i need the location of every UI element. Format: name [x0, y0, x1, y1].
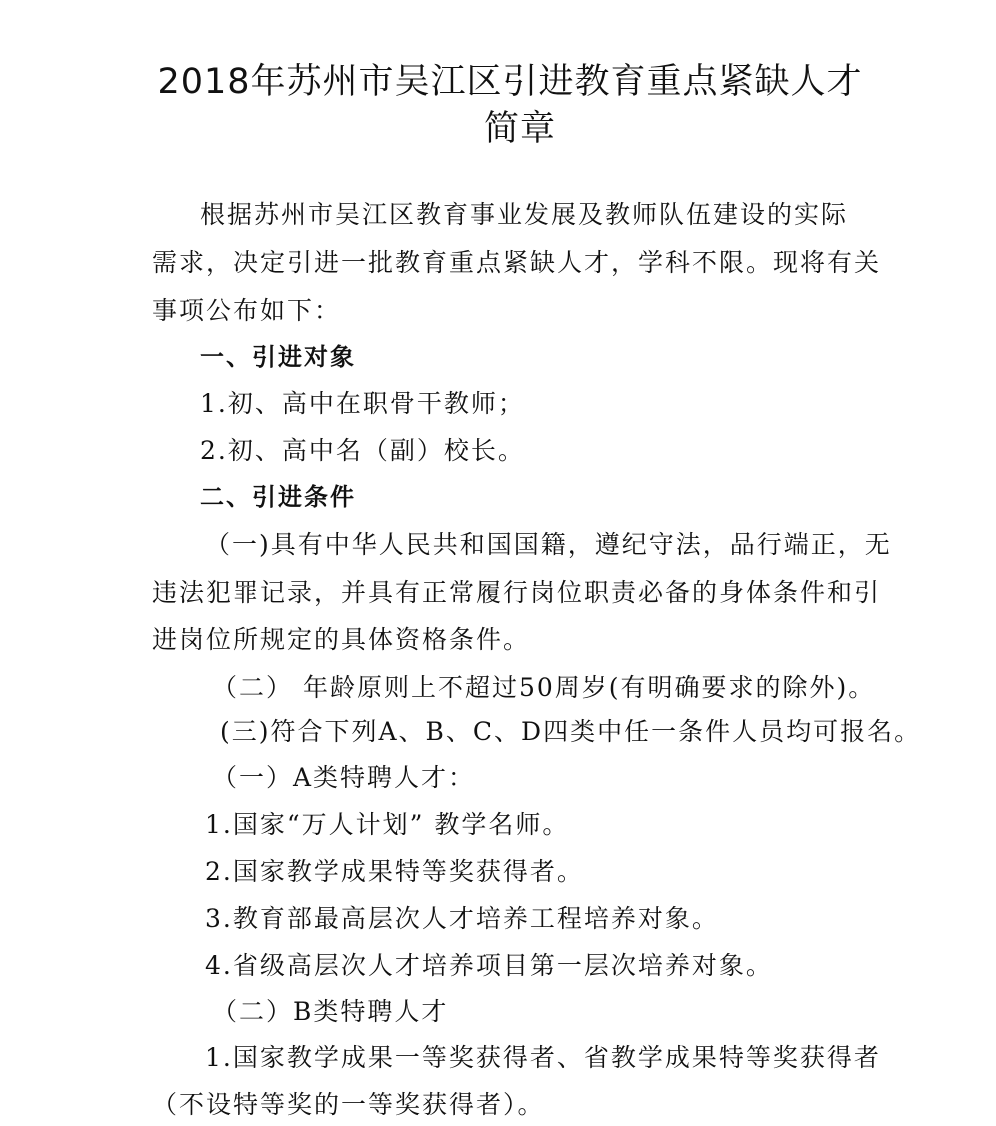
document-title-line-2: 简章 — [483, 109, 556, 149]
list-item: 2.初、高中名（副）校长。 — [200, 436, 525, 465]
category-b-heading: （二）B类特聘人才 — [212, 997, 449, 1026]
category-a-heading: （一）A类特聘人才： — [212, 763, 476, 792]
list-item: 2.国家教学成果特等奖获得者。 — [205, 857, 584, 886]
document-title-line-1: 2018年苏州市吴江区引进教育重点紧缺人才 — [157, 62, 863, 102]
condition-line: 违法犯罪记录，并具有正常履行岗位职责必备的身体条件和引 — [152, 578, 882, 607]
list-item: 1.国家教学成果一等奖获得者、省教学成果特等奖获得者 — [205, 1043, 881, 1072]
section-heading-targets: 一、引进对象 — [200, 343, 356, 371]
list-item: 3.教育部最高层次人才培养工程培养对象。 — [205, 904, 719, 933]
section-heading-conditions: 二、引进条件 — [200, 483, 356, 511]
intro-line: 需求，决定引进一批教育重点紧缺人才，学科不限。现将有关 — [152, 248, 882, 277]
list-item: 1.初、高中在职骨干教师； — [200, 389, 525, 418]
intro-line: 根据苏州市吴江区教育事业发展及教师队伍建设的实际 — [200, 200, 849, 229]
condition-line: （一)具有中华人民共和国国籍，遵纪守法，品行端正，无 — [205, 530, 892, 559]
list-item: 1.国家“万人计划” 教学名师。 — [205, 810, 570, 839]
condition-categories: (三)符合下列A、B、C、D四类中任一条件人员均可报名。 — [220, 717, 922, 746]
condition-age: （二） 年龄原则上不超过50周岁(有明确要求的除外)。 — [212, 673, 876, 702]
intro-line: 事项公布如下： — [152, 296, 342, 325]
list-item: （不设特等奖的一等奖获得者）。 — [152, 1090, 545, 1119]
condition-line: 进岗位所规定的具体资格条件。 — [152, 625, 531, 654]
list-item: 4.省级高层次人才培养项目第一层次培养对象。 — [205, 951, 773, 980]
